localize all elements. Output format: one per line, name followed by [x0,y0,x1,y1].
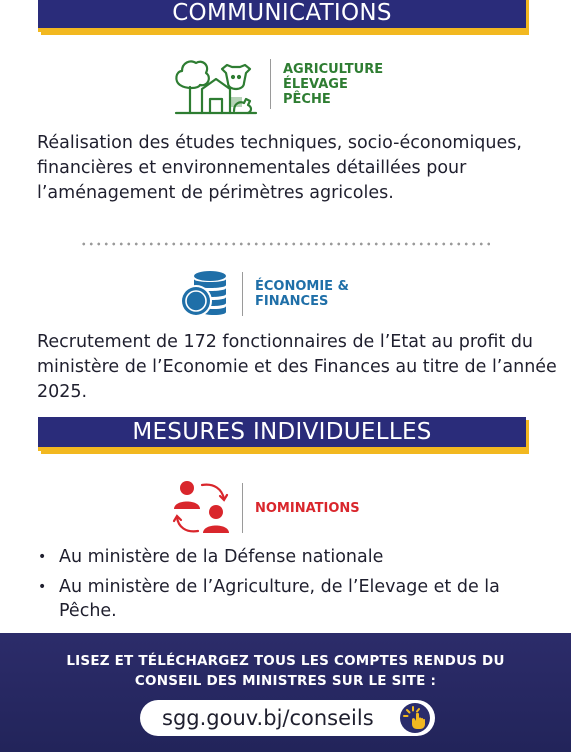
people-exchange-icon [172,479,232,537]
sector-label-line: ÉCONOMIE & [255,279,349,294]
sector-label-line: FINANCES [255,294,329,309]
sector-label-economie [255,279,349,309]
sector-label-line: ÉLEVAGE [283,76,348,92]
sector-header-nominations [172,479,360,537]
sector-header-agriculture [172,52,383,116]
list-item: • Au ministère de la Défense nationale [38,545,558,569]
list-item: • Au ministère de l’Agriculture, de l’Elevage et de la Pêche. [38,575,558,623]
footer-text-line: CONSEIL DES MINISTRES SUR LE SITE : [134,673,437,689]
nominations-list [38,545,558,629]
sector-label-line: AGRICULTURE [283,61,384,77]
sector-label-line: PÊCHE [283,91,331,107]
sector-divider [242,483,243,533]
website-link[interactable] [140,700,435,736]
sector-label-line: NOMINATIONS [255,500,360,516]
section-banner-mesures-individuelles: MESURES INDIVIDUELLES [38,417,526,451]
section-banner-communications: COMMUNICATIONS [38,0,526,32]
agriculture-description: Réalisation des études techniques, socio-économiques, financières et environnementales détaillées pour l’aménagement de périmètres agricoles. [37,133,522,203]
footer-text-line: LISEZ ET TÉLÉCHARGEZ TOUS LES COMPTES RENDUS DU [66,653,505,669]
sector-label-agriculture [283,62,383,107]
footer-call-to-action [40,651,531,691]
pointer-click-icon [399,702,431,734]
economie-description: Recrutement de 172 fonctionnaires de l’Etat au profit du ministère de l’Economie et des Finances au titre de l’année 2025. [37,332,557,402]
sector-divider [270,59,271,109]
coins-stack-icon [178,268,232,320]
website-url[interactable]: sgg.gouv.bj/conseils [162,706,374,730]
sector-divider [242,272,243,316]
sector-label-nominations [255,501,360,516]
dotted-separator [80,241,490,247]
sector-header-economie [178,268,349,320]
footer-banner [0,633,571,752]
farm-animals-icon [172,51,260,117]
